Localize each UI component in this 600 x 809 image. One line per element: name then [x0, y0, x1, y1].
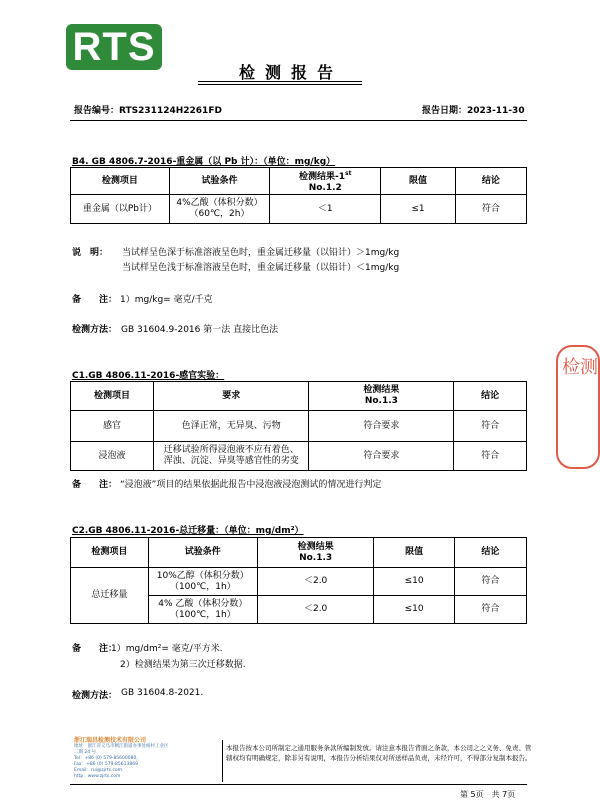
report-number: 报告编号：RTS231124H2261FD: [74, 106, 222, 116]
b4-method: GB 31604.9-2016 第一法 直接比色法: [121, 325, 279, 335]
c2-remark-2: 2）检测结果为第三次迁移数据.: [120, 660, 246, 670]
c2-col-condition: 试验条件: [148, 538, 257, 568]
c2-col-result: 检测结果 No.1.3: [257, 538, 374, 568]
footer-line: [70, 784, 527, 785]
b4-col-conclusion: 结论: [455, 168, 526, 195]
c1-col-requirement: 要求: [154, 382, 309, 411]
page-number: 第 5页 共 7页: [460, 790, 516, 799]
title-underline: [198, 81, 362, 82]
c2-col-conclusion: 结论: [454, 538, 526, 568]
table-row: 4% 乙酸（体积分数） （100℃，1h） ＜2.0 ≤10 符合: [71, 596, 527, 624]
b4-table: [70, 167, 527, 224]
c2-method-label: 检测方法：: [72, 691, 118, 701]
b4-remark-label: 备 注：: [72, 295, 118, 305]
company-info: 浙江瑞昌检测技术有限公司 地址：浙江省义乌市稠江街道办事处杨村工业区 二期 24 号 Tel：+86 (0) 579-85600080, Fax：+86 (0) 579-85613869 Email：rui@zjrts.com http：www.zjrts.com: [74, 738, 194, 780]
footer-notice: 本报告按本公司所制定之通用服务条款所编制发放。请注意本报告背面之条款，本公司之之义务、免责、管辖权均有明确规定，除非另有说明，本报告分析结果仅对所送样品负责，未经许可，不得部分复制本报告。: [226, 744, 532, 762]
footer-divider: [222, 740, 223, 782]
c1-col-item: 检测项目: [71, 382, 154, 411]
b4-col-result: 检测结果-1st No.1.2: [270, 168, 381, 195]
c1-col-result: 检测结果 No.1.3: [309, 382, 454, 411]
b4-note-2: 当试样呈色浅于标准溶液呈色时，重金属迁移量（以铅计）＜1mg/kg: [122, 263, 400, 273]
b4-method-label: 检测方法：: [72, 325, 118, 335]
table-row: 重金属（以Pb计） 4%乙酸（体积分数） （60℃，2h） ＜1 ≤1 符合: [71, 195, 527, 224]
seal-stamp: 检测: [556, 345, 600, 469]
c2-heading: C2.GB 4806.11-2016-总迁移量：（单位：mg/dm²）: [72, 526, 304, 536]
header-divider: [70, 120, 527, 121]
c2-table: [70, 537, 527, 624]
report-title: 检测报告: [238, 63, 343, 82]
b4-heading: B4. GB 4806.7-2016-重金属（以 Pb 计）：（单位：mg/kg）: [72, 157, 336, 167]
report-date: 报告日期：2023-11-30: [422, 106, 525, 116]
rts-logo: RTS: [66, 24, 162, 70]
c2-col-item: 检测项目: [71, 538, 149, 568]
c1-remark: “浸泡液”项目的结果依据此报告中浸泡液浸泡测试的情况进行判定: [120, 480, 382, 490]
c1-table: [70, 381, 527, 471]
b4-remark: 1）mg/kg= 毫克/千克: [120, 295, 213, 305]
company-name: 浙江瑞昌检测技术有限公司: [74, 737, 147, 744]
c2-col-limit: 限值: [374, 538, 454, 568]
c1-remark-label: 备 注：: [72, 480, 118, 490]
c2-remark-label: 备 注：: [72, 644, 118, 654]
c2-method: GB 31604.8-2021.: [121, 688, 204, 698]
c2-remark-1: 1）mg/dm²= 毫克/平方米.: [111, 644, 223, 654]
table-row: 感官 色泽正常，无异臭、污物 符合要求 符合: [71, 411, 527, 442]
c1-heading: C1.GB 4806.11-2016-感官实验：: [72, 371, 225, 381]
b4-col-limit: 限值: [381, 168, 455, 195]
b4-col-condition: 试验条件: [169, 168, 269, 195]
c1-col-conclusion: 结论: [454, 382, 527, 411]
b4-note-label: 说 明：: [72, 248, 109, 258]
table-row: 浸泡液 迁移试验所得浸泡液不应有着色、 浑浊、沉淀、异臭等感官性的劣变 符合要求 符合: [71, 442, 527, 471]
b4-col-item: 检测项目: [71, 168, 170, 195]
table-row: 总迁移量 10%乙醇（体积分数） （100℃，1h） ＜2.0 ≤10 符合: [71, 568, 527, 596]
b4-note-1: 当试样呈色深于标准溶液呈色时，重金属迁移量（以铅计）＞1mg/kg: [122, 248, 400, 258]
title-underline-2: [198, 84, 362, 85]
